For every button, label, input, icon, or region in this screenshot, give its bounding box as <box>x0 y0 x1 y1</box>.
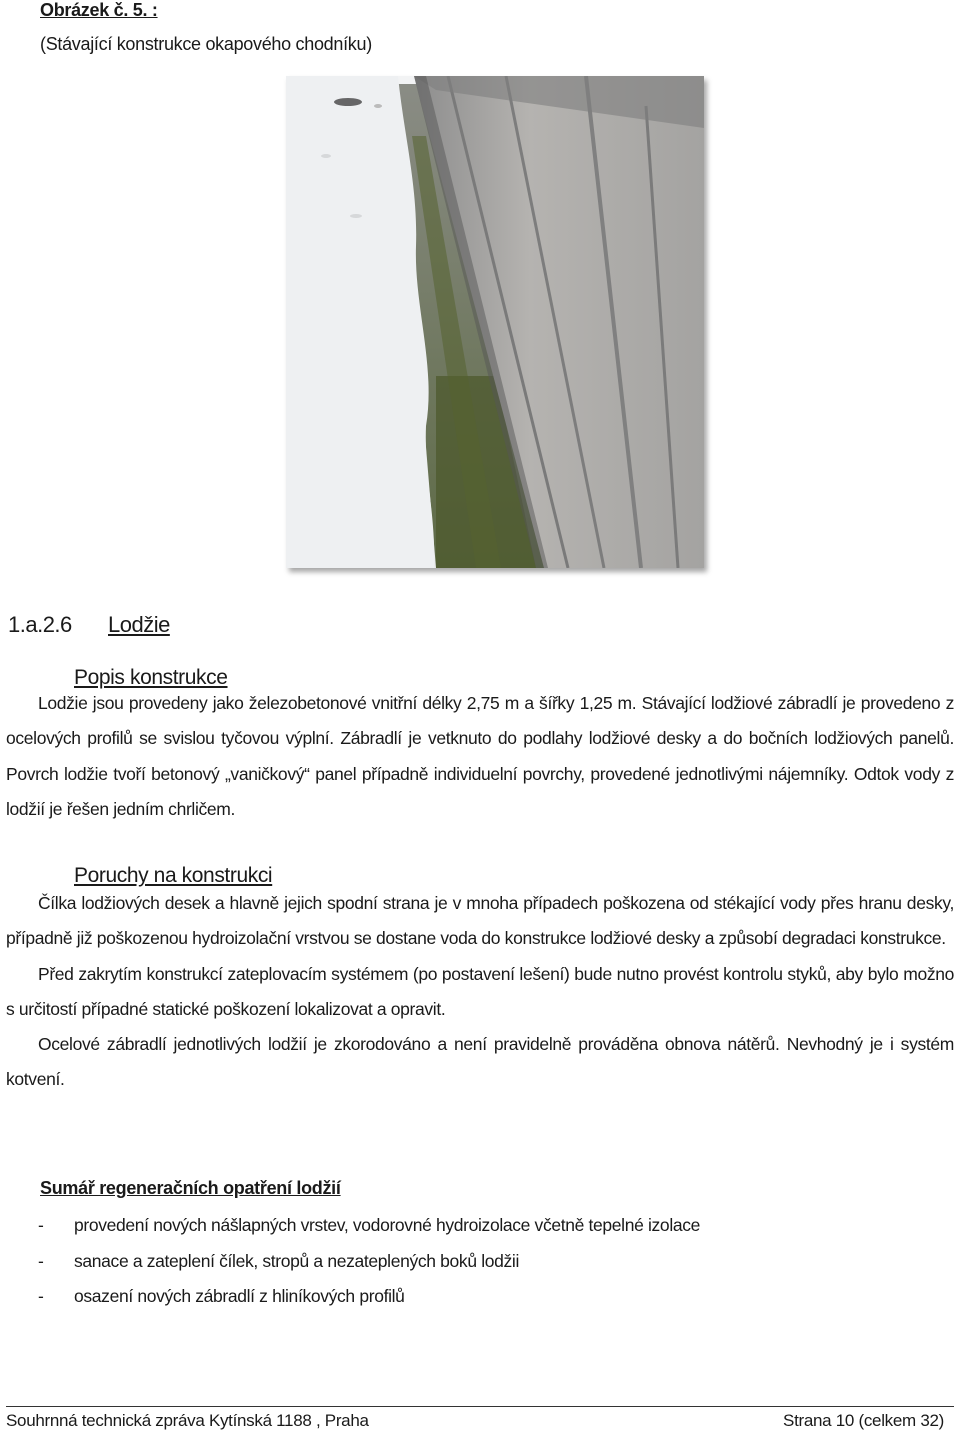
list-item-text: sanace a zateplení čílek, stropů a nezateplených boků lodžii <box>74 1250 519 1271</box>
footer-page-number: Strana 10 (celkem 32) <box>783 1411 944 1430</box>
list-item-text: osazení nových zábradlí z hliníkových profilů <box>74 1286 405 1306</box>
popis-text: Lodžie jsou provedeny jako železobetonové vnitřní délky 2,75 m a šířky 1,25 m. Stávající lodžiové zábradlí je provedeno z ocelových profilů se svislou tyčovou výplní. Zábradlí je vetknuto do podlahy lodžiové desky a do bočních lodžiových panelů. Povrch lodžie tvoří betonový „vaničkový“ panel případně individuelní povrchy, provedené jednotlivými nájemníky. Odtok vody z lodžií je řešen jedním chrličem. <box>6 693 954 819</box>
summary-list <box>38 1208 700 1315</box>
poruchy-title: Poruchy na konstrukci <box>74 864 273 887</box>
list-item <box>38 1208 700 1244</box>
section-title: Lodžie <box>108 612 170 637</box>
list-item-text: provedení nových nášlapných vrstev, vodorovné hydroizolace včetně tepelné izolace <box>74 1215 701 1235</box>
popis-title: Popis konstrukce <box>74 666 228 689</box>
poruchy-p1: Čílka lodžiových desek a hlavně jejich spodní strana je v mnoha případech poškozena od stékající vody přes hranu desky, případně již poškozenou hydroizolační vrstvou se dostane voda do konstrukce lodžiové desky a způsobí degradaci konstrukce. <box>6 893 954 949</box>
list-dash: - <box>38 1286 44 1306</box>
poruchy-p2: Před zakrytím konstrukcí zateplovacím systémem (po postavení lešení) bude nutno provést kontrolu styků, aby bylo možno s určitostí případné statické poškození lokalizovat a opravit. <box>6 963 954 1019</box>
section-number: 1.a.2.6 <box>8 612 72 637</box>
footer-divider <box>6 1406 954 1407</box>
poruchy-paragraphs <box>6 886 954 1098</box>
figure-photo <box>286 76 704 568</box>
popis-paragraph <box>6 686 954 827</box>
list-dash: - <box>38 1215 44 1235</box>
figure-subtitle: (Stávající konstrukce okapového chodníku) <box>40 34 372 54</box>
list-dash: - <box>38 1250 44 1271</box>
list-item <box>38 1244 700 1280</box>
poruchy-p3: Ocelové zábradlí jednotlivých lodžií je zkorodováno a není pravidelně prováděna obnova nátěrů. Nevhodný je i systém kotvení. <box>6 1034 954 1090</box>
figure-caption: Obrázek č. 5. : <box>40 0 158 20</box>
footer-title: Souhrnná technická zpráva Kytínská 1188 , Praha <box>6 1411 369 1430</box>
summary-title: Sumář regeneračních opatření lodžií <box>40 1178 341 1198</box>
list-item <box>38 1279 700 1315</box>
